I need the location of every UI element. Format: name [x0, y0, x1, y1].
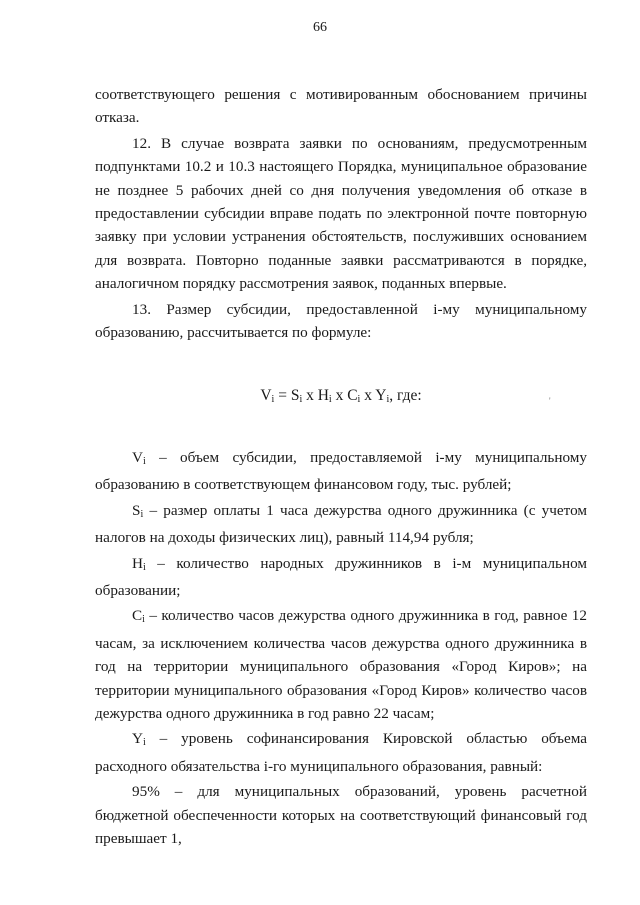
formula-sub: i	[328, 394, 332, 406]
formula-sub: i	[299, 394, 303, 406]
definition-v	[95, 446, 587, 497]
formula-tail: , где:	[389, 387, 422, 405]
definition-symbol: S	[132, 501, 141, 519]
definition-text: – количество часов дежурства одного дружинника в год, равное 12 часам, за исключением количества часов дежурства одного дружинника в год на территории муниципального образования «Город Киров»; на территории муниципального образования «Город Киров» количество часов дежурства одного дружинника в год равно 22 часам;	[95, 607, 587, 722]
formula-v: V	[260, 387, 272, 405]
paragraph-refusal-tail: соответствующего решения с мотивированным обоснованием причины отказа.	[95, 86, 587, 127]
definition-symbol: C	[132, 607, 143, 625]
definition-text: – уровень софинансирования Кировской областью объема расходного обязательства i-го муниципального образования, равный:	[95, 730, 587, 775]
formula-h: H	[317, 387, 329, 405]
definition-text: – количество народных дружинников в i-м муниципальном образовании;	[95, 554, 587, 599]
formula-s: S	[290, 387, 300, 405]
formula-times: x	[302, 387, 318, 405]
paragraph-13: 13. Размер субсидии, предоставленной i-му муниципальному образованию, рассчитывается по формуле:	[95, 300, 587, 342]
page-number: 66	[313, 20, 327, 35]
paragraph-12: 12. В случае возврата заявки по основаниям, предусмотренным подпунктами 10.2 и 10.3 настоящего Порядка, муниципальное образование не позднее 5 рабочих дней со дня получения уведомления об отказе в предоставлении субсидии вправе подать по электронной почте повторную заявку при условии устранения обстоятельств, послуживших основанием для возврата. Повторно поданные заявки рассматриваются в порядке, аналогичном порядку рассмотрения заявок, поданных впервые.	[95, 134, 587, 293]
definition-symbol: V	[132, 448, 143, 466]
definition-h	[95, 552, 587, 603]
scan-speck: '	[549, 396, 551, 406]
document-body	[95, 83, 587, 850]
subsidy-formula	[95, 384, 587, 411]
definition-symbol: Y	[132, 730, 143, 748]
definition-sub: i	[142, 737, 146, 749]
formula-times: x	[331, 387, 348, 405]
definition-sub: i	[142, 561, 146, 573]
definition-y	[95, 727, 587, 778]
definition-symbol: H	[132, 554, 143, 572]
definition-text: – размер оплаты 1 часа дежурства одного дружинника (с учетом налогов на доходы физических лиц), равный 114,94 рубля;	[95, 501, 587, 547]
formula-sub: i	[357, 394, 361, 406]
definition-text: – объем субсидии, предоставляемой i-му муниципальному образованию в соответствующем финансовом году, тыс. рублей;	[95, 448, 587, 494]
formula-times: x	[360, 387, 376, 405]
definition-c	[95, 604, 587, 725]
formula-c: C	[347, 387, 358, 405]
formula-eq: =	[274, 387, 291, 405]
definition-s	[95, 499, 587, 550]
paragraph-95-percent: 95% – для муниципальных образований, уровень расчетной бюджетной обеспеченности которых на соответствующий финансовый год превышает 1,	[95, 783, 587, 847]
definition-sub: i	[140, 508, 144, 520]
definition-sub: i	[142, 614, 145, 626]
formula-sub: i	[386, 394, 390, 406]
formula-y: Y	[375, 387, 387, 405]
formula-sub: i	[271, 394, 275, 406]
definition-sub: i	[142, 455, 146, 467]
